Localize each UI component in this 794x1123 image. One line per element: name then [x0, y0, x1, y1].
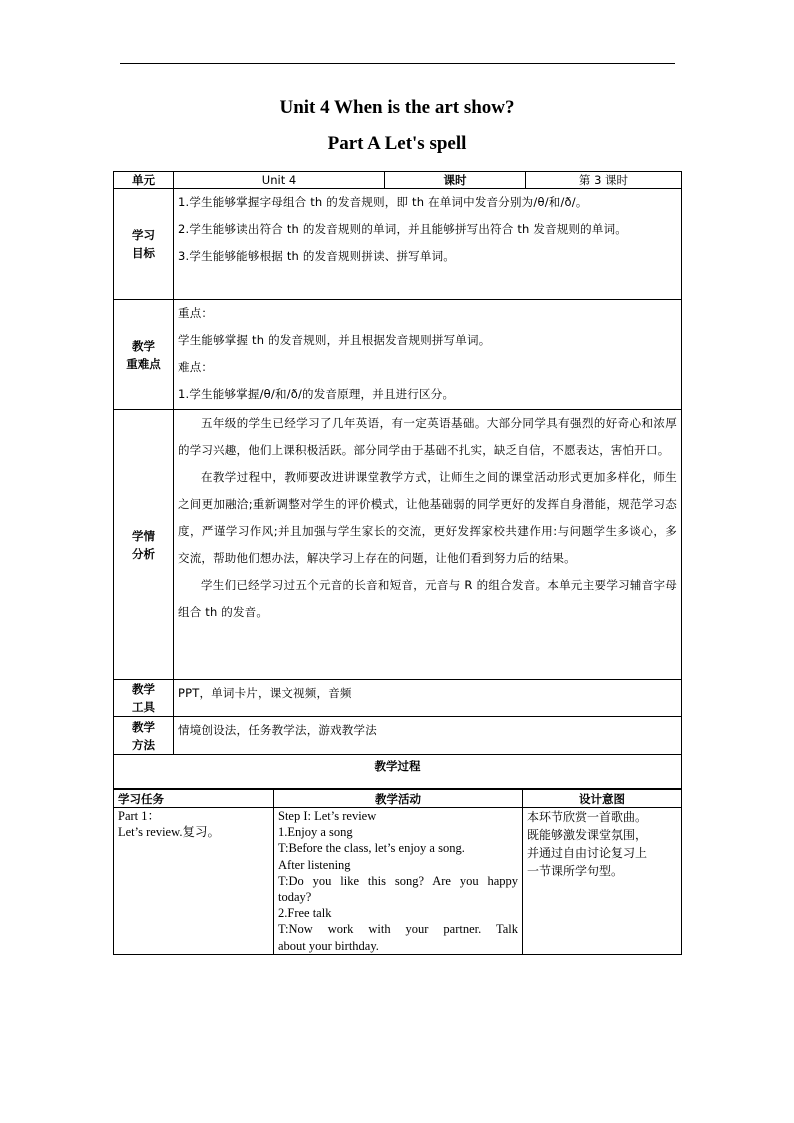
intent-cell: [523, 808, 682, 955]
objective-2: 2.学生能够读出符合 th 的发音规则的单词，并且能够拼写出符合 th 发音规则的单词。: [178, 222, 627, 236]
focus-text: 学生能够掌握 th 的发音规则，并且根据发音规则拼写单词。: [178, 333, 491, 347]
key-points-cell: [174, 300, 682, 410]
unit-label: 单元: [114, 172, 174, 189]
focus-title: 重点：: [178, 306, 214, 320]
task-line-1: Part 1：: [118, 809, 161, 823]
tools-text: PPT，单词卡片，课文视频，音频: [178, 686, 352, 700]
objectives-label: 学习 目标: [114, 189, 174, 300]
difficulty-text: 1.学生能够掌握/θ/和/ð/的发音原理，并且进行区分。: [178, 387, 455, 401]
header-rule: [120, 63, 675, 64]
tools-cell: [174, 680, 682, 717]
analysis-paragraph-3: 学生们已经学习过五个元音的长音和短音，元音与 R 的组合发音。本单元主要学习辅音字母组合 th 的发音。: [178, 578, 677, 619]
methods-label: 教学 方法: [114, 717, 174, 755]
objective-1: 1.学生能够掌握字母组合 th 的发音规则，即 th 在单词中发音分别为/θ/和/ð/。: [178, 195, 588, 209]
intent-text: 本环节欣赏一首歌曲。 既能够激发课堂氛围， 并通过自由讨论复习上 一节课所学句型。: [527, 810, 648, 878]
unit-value: Unit 4: [174, 172, 385, 189]
lesson-info-table: [113, 171, 682, 789]
objectives-cell: [174, 189, 682, 300]
page-subtitle: Part A Let's spell: [327, 133, 467, 154]
difficulty-title: 难点：: [178, 360, 214, 374]
col-header-task: 学习任务: [114, 790, 274, 808]
key-points-label: 教学 重难点: [114, 300, 174, 410]
teaching-process-table: [113, 789, 682, 955]
col-header-activity: 教学活动: [274, 790, 523, 808]
methods-text: 情境创设法，任务教学法，游戏教学法: [178, 723, 377, 737]
col-header-intent: 设计意图: [523, 790, 682, 808]
period-value: 第 3 课时: [526, 172, 682, 189]
analysis-cell: [174, 410, 682, 680]
tools-label: 教学 工具: [114, 680, 174, 717]
period-label: 课时: [385, 172, 526, 189]
methods-cell: [174, 717, 682, 755]
process-title: 教学过程: [114, 755, 682, 789]
activity-cell: [274, 808, 523, 955]
page-title: Unit 4 When is the art show?: [279, 97, 515, 118]
task-line-2: Let’s review.复习。: [118, 825, 220, 840]
analysis-label: 学情 分析: [114, 410, 174, 680]
table-row: [114, 808, 682, 955]
analysis-paragraph-1: 五年级的学生已经学习了几年英语，有一定英语基础。大部分同学具有强烈的好奇心和浓厚的学习兴趣，他们上课积极活跃。部分同学由于基础不扎实，缺乏自信，不愿表达，害怕开口。: [178, 416, 677, 457]
analysis-paragraph-2: 在教学过程中，教师要改进讲课堂教学方式，让师生之间的课堂活动形式更加多样化，师生之间更加融洽;重新调整对学生的评价模式，让他基础弱的同学更好的发挥自身潜能，规范学习态度，严谨学习作风;并且加强与学生家长的交流，更好发挥家校共建作用:与问题学生多谈心，多交流，帮助他们想办法，解决学习上存在的问题，让他们看到努力后的结果。: [178, 470, 677, 565]
objective-3: 3.学生能够能够根据 th 的发音规则拼读、拼写单词。: [178, 249, 455, 263]
task-cell: [114, 808, 274, 955]
activity-text: Step I: Let’s review 1.Enjoy a song T:Before the class, let’s enjoy a song. After listening T:Do you like this song? Are you happy today? 2.Free talk T:Now work with your partner. Talk about your birthday.: [278, 809, 518, 953]
